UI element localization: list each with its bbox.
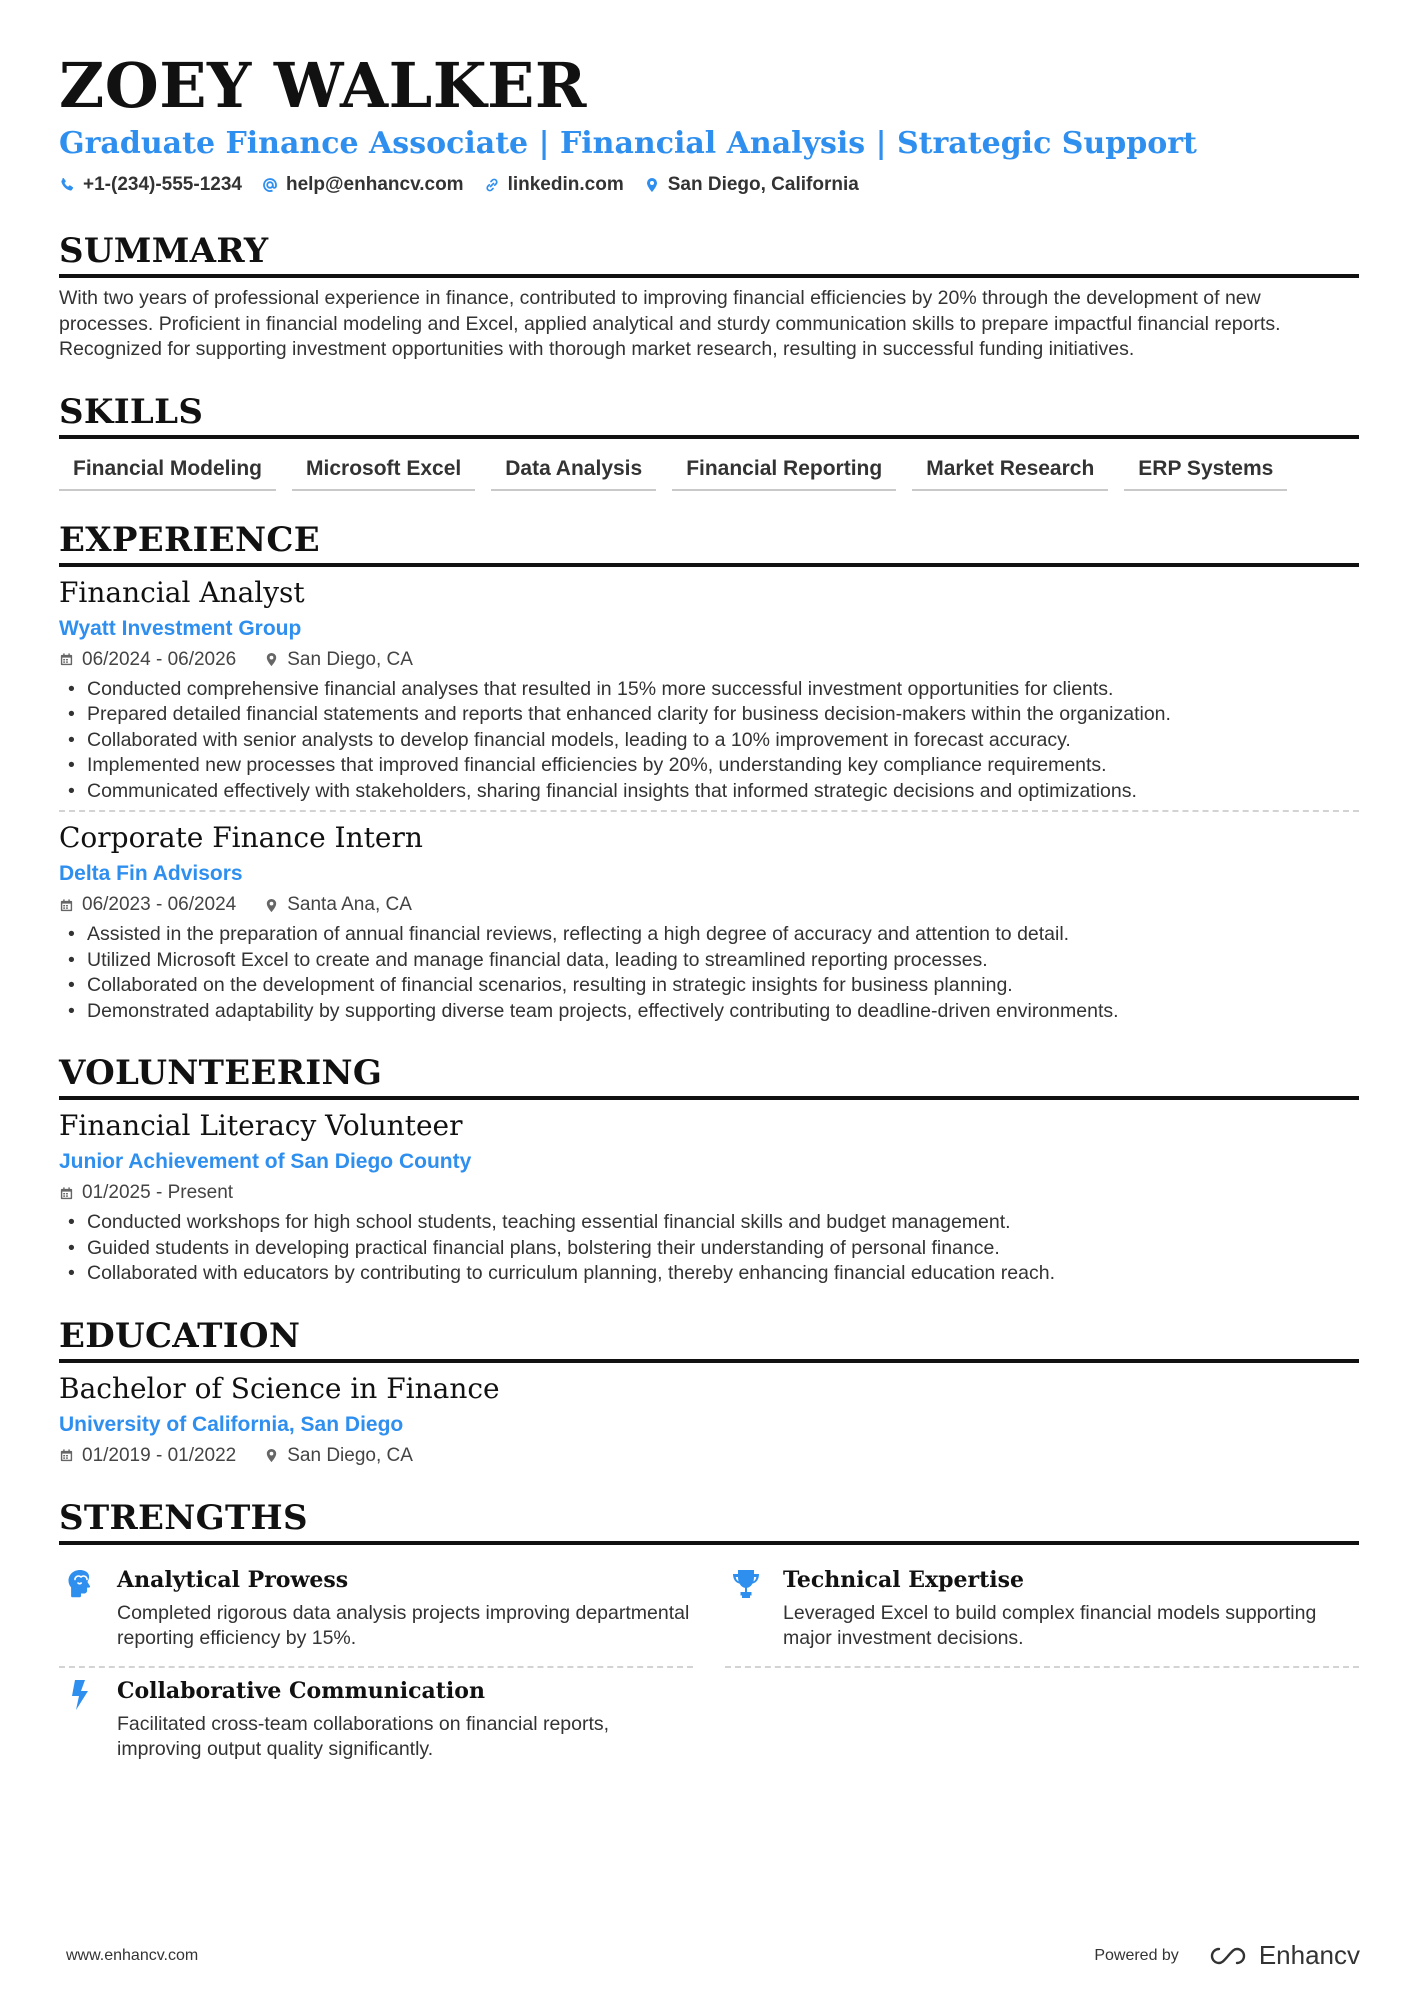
job-location xyxy=(264,647,413,673)
skill-tag: Financial Reporting xyxy=(672,449,896,491)
experience-heading: EXPERIENCE xyxy=(59,519,1359,567)
job-title: Corporate Finance Intern xyxy=(59,821,423,854)
list-item: • Collaborated with educators by contributing to curriculum planning, thereby enhancing financial education reach. xyxy=(59,1261,1359,1287)
strength-body xyxy=(117,1565,693,1652)
page-footer xyxy=(66,1940,1360,1971)
location-text: San Diego, CA xyxy=(287,1444,413,1466)
list-item: • Implemented new processes that improved financial efficiencies by 20%, understanding key compliance requirements. xyxy=(59,753,1359,779)
strength-desc: Completed rigorous data analysis projects improving departmental reporting efficiency by 15%. xyxy=(117,1601,690,1649)
phone-icon xyxy=(59,177,75,193)
location-pin-icon xyxy=(644,177,660,193)
list-item: • Conducted workshops for high school students, teaching essential financial skills and budget management. xyxy=(59,1210,1359,1236)
skill-tag: ERP Systems xyxy=(1124,449,1287,491)
location-text: San Diego, California xyxy=(667,174,859,195)
strength-title: Collaborative Communication xyxy=(117,1677,485,1704)
experience-entry xyxy=(59,575,1359,813)
strength-body xyxy=(783,1565,1359,1652)
strengths-section xyxy=(59,1497,1359,1777)
volunteer-dates xyxy=(59,1180,233,1206)
dates-text: 06/2024 - 06/2026 xyxy=(82,648,237,670)
job-meta xyxy=(59,647,1359,673)
contact-phone[interactable] xyxy=(59,174,242,196)
job-dates xyxy=(59,647,236,673)
list-item: • Guided students in developing practical financial plans, bolstering their understanding of personal finance. xyxy=(59,1236,1359,1262)
email-text: help@enhancv.com xyxy=(285,174,464,195)
education-location xyxy=(264,1443,413,1469)
strengths-heading: STRENGTHS xyxy=(59,1497,1359,1545)
education-heading: EDUCATION xyxy=(59,1315,1359,1363)
education-meta xyxy=(59,1443,1359,1469)
list-item: • Collaborated with senior analysts to develop financial models, leading to a 10% improvement in forecast accuracy. xyxy=(59,728,1359,754)
strength-title: Analytical Prowess xyxy=(117,1566,349,1593)
skills-list xyxy=(59,449,1359,491)
school-name[interactable]: University of California, San Diego xyxy=(59,1412,404,1436)
job-bullets xyxy=(59,677,1359,805)
volunteering-section xyxy=(59,1052,1359,1287)
volunteering-heading: VOLUNTEERING xyxy=(59,1052,1359,1100)
company-name[interactable]: Wyatt Investment Group xyxy=(59,616,302,640)
link-icon xyxy=(484,177,500,193)
location-pin-icon xyxy=(264,652,279,667)
company-name[interactable]: Delta Fin Advisors xyxy=(59,862,243,885)
strength-desc: Facilitated cross-team collaborations on financial reports, improving output quality significantly. xyxy=(117,1712,610,1760)
trophy-icon xyxy=(729,1567,763,1601)
contact-bar xyxy=(59,174,1359,196)
experience-entry xyxy=(59,820,1359,1024)
skills-heading: SKILLS xyxy=(59,391,1359,439)
volunteer-bullets xyxy=(59,1210,1359,1287)
resume-page xyxy=(59,48,1359,1777)
strength-item xyxy=(59,1668,693,1777)
list-item: • Communicated effectively with stakeholders, sharing financial insights that informed strategic decisions and optimizations. xyxy=(59,779,1359,805)
skills-section xyxy=(59,391,1359,491)
job-dates xyxy=(59,892,236,918)
contact-linkedin[interactable] xyxy=(484,174,624,196)
volunteer-meta xyxy=(59,1180,1359,1206)
summary-text: With two years of professional experience in finance, contributed to improving financial efficiencies by 20% through the development of new processes. Proficient in financial modeling and Excel, applied analytical and sturdy communication skills to prepare impactful financial reports. Recognized for supporting investment opportunities with thorough market research, resulting in successful funding initiatives. xyxy=(59,287,1281,360)
location-pin-icon xyxy=(264,898,279,913)
strength-desc: Leveraged Excel to build complex financial models supporting major investment decisions. xyxy=(783,1601,1317,1649)
at-icon xyxy=(262,177,278,193)
entry-divider xyxy=(59,810,1359,812)
skill-tag: Market Research xyxy=(912,449,1108,491)
phone-text: +1-(234)-555-1234 xyxy=(83,174,242,195)
calendar-icon xyxy=(59,898,74,913)
strength-body xyxy=(117,1676,693,1763)
enhancv-logo-text: Enhancv xyxy=(1258,1940,1360,1970)
location-pin-icon xyxy=(264,1448,279,1463)
education-dates xyxy=(59,1443,236,1469)
job-meta xyxy=(59,892,1359,918)
calendar-icon xyxy=(59,1186,74,1201)
enhancv-logo[interactable] xyxy=(1205,1940,1360,1971)
experience-section xyxy=(59,519,1359,1025)
candidate-tagline: Graduate Finance Associate | Financial Analysis | Strategic Support xyxy=(59,126,1197,161)
contact-email[interactable] xyxy=(262,174,464,196)
strength-item xyxy=(59,1557,693,1668)
summary-heading: SUMMARY xyxy=(59,230,1359,278)
list-item: • Demonstrated adaptability by supporting diverse team projects, effectively contributing to deadline-driven environments. xyxy=(59,999,1359,1025)
strength-title: Technical Expertise xyxy=(783,1566,1025,1593)
footer-branding xyxy=(1094,1940,1360,1971)
calendar-icon xyxy=(59,1448,74,1463)
dates-text: 01/2025 - Present xyxy=(82,1182,234,1203)
list-item: • Utilized Microsoft Excel to create and manage financial data, leading to streamlined reporting processes. xyxy=(59,948,1359,974)
powered-by-label: Powered by xyxy=(1094,1946,1179,1964)
calendar-icon xyxy=(59,652,74,667)
dates-text: 01/2019 - 01/2022 xyxy=(82,1444,237,1466)
location-text: Santa Ana, CA xyxy=(287,894,412,915)
skill-tag: Microsoft Excel xyxy=(292,449,475,491)
skill-tag: Financial Modeling xyxy=(59,449,276,491)
footer-website-link[interactable]: www.enhancv.com xyxy=(66,1946,199,1964)
summary-section xyxy=(59,230,1359,363)
list-item: • Prepared detailed financial statements and reports that enhanced clarity for business decision-makers within the organization. xyxy=(59,702,1359,728)
volunteer-role: Financial Literacy Volunteer xyxy=(59,1109,463,1142)
linkedin-text: linkedin.com xyxy=(507,174,624,195)
bolt-icon xyxy=(63,1678,97,1712)
contact-location xyxy=(644,174,859,196)
enhancv-logo-icon xyxy=(1205,1944,1251,1968)
strengths-grid xyxy=(59,1557,1359,1777)
degree-title: Bachelor of Science in Finance xyxy=(59,1371,500,1405)
list-item: • Assisted in the preparation of annual financial reviews, reflecting a high degree of accuracy and attention to detail. xyxy=(59,922,1359,948)
list-item: • Conducted comprehensive financial analyses that resulted in 15% more successful investment opportunities for clients. xyxy=(59,677,1359,703)
education-section xyxy=(59,1315,1359,1469)
dates-text: 06/2023 - 06/2024 xyxy=(82,894,237,915)
job-bullets xyxy=(59,922,1359,1024)
list-item: • Collaborated on the development of financial scenarios, resulting in strategic insights for business planning. xyxy=(59,973,1359,999)
location-text: San Diego, CA xyxy=(287,648,413,670)
brain-icon xyxy=(63,1567,97,1601)
skill-tag: Data Analysis xyxy=(491,449,656,491)
strength-item xyxy=(725,1557,1359,1668)
candidate-name: ZOEY WALKER xyxy=(59,49,587,122)
job-title: Financial Analyst xyxy=(59,575,305,609)
volunteer-organization[interactable]: Junior Achievement of San Diego County xyxy=(59,1150,472,1173)
job-location xyxy=(264,892,412,918)
